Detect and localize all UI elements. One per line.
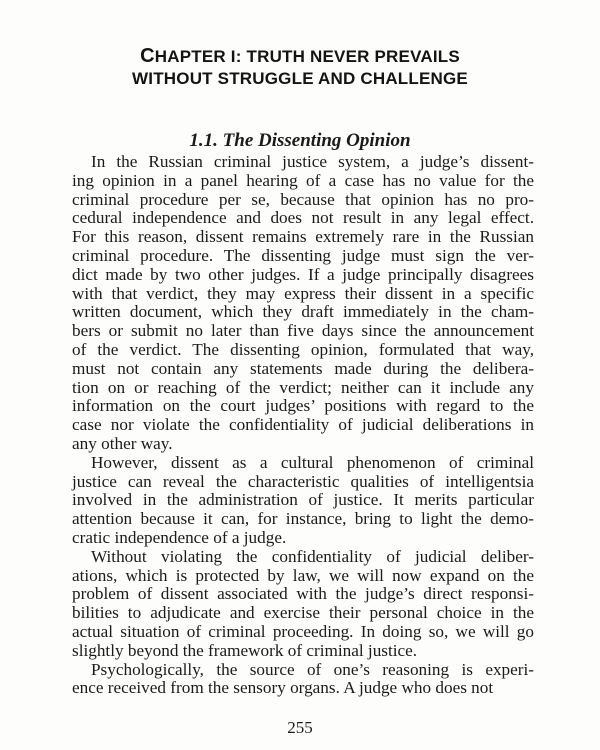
body-line: ing opinion in a panel hearing of a case has no value for the	[72, 170, 534, 190]
body-line: justice can reveal the characteristic qualities of intelligentsia	[72, 471, 534, 491]
body-line: actual situation of criminal proceeding. In doing so, we will go	[72, 622, 534, 641]
body-line: cedural independence and does not result in any legal effect.	[72, 208, 534, 228]
body-line: However, dissent as a cultural phenomenon of criminal	[91, 452, 534, 472]
body-line: problem of dissent associated with the judge’s direct responsi-	[72, 584, 534, 604]
body-line: bers or submit no later than five days since the announcement	[72, 321, 534, 341]
body-line: of the verdict. The dissenting opinion, formulated that way,	[72, 340, 534, 359]
chapter-title-line-1	[0, 45, 600, 68]
page-number: 255	[287, 718, 313, 737]
body-line: ence received from the sensory organs. A judge who does not	[72, 678, 494, 698]
body-line: must not contain any statements made during the delibera-	[72, 358, 534, 378]
body-line: any other way.	[72, 434, 173, 453]
body-line: slightly beyond the framework of criminal justice.	[72, 640, 418, 660]
body-line: tion on or reaching of the verdict; neither can it include any	[72, 377, 534, 397]
body-line: information on the court judges’ positions with regard to the	[72, 396, 534, 416]
body-line: bilities to adjudicate and exercise their personal choice in the	[72, 603, 534, 623]
body-line: In the Russian criminal justice system, a judge’s dissent-	[91, 152, 534, 171]
chapter-title-rest: HAPTER I: TRUTH NEVER PREVAILS	[154, 47, 460, 66]
body-line: written document, which they draft immediately in the cham-	[72, 302, 534, 322]
section-heading: 1.1. The Dissenting Opinion	[189, 130, 411, 151]
body-line: For this reason, dissent remains extremely rare in the Russian	[72, 227, 534, 247]
chapter-title-initial: C	[140, 45, 155, 67]
body-line: Without violating the confidentiality of judicial deliber-	[91, 546, 534, 566]
body-line: case nor violate the confidentiality of judicial deliberations in	[72, 415, 534, 435]
body-line: Psychologically, the source of one’s reasoning is experi-	[91, 659, 534, 679]
body-line: attention because it can, for instance, bring to light the demo-	[72, 509, 534, 529]
chapter-title-line-2: WITHOUT STRUGGLE AND CHALLENGE	[132, 69, 468, 88]
body-line: with that verdict, they may express their dissent in a specific	[72, 283, 534, 303]
body-line: involved in the administration of justice. It merits particular	[72, 490, 534, 510]
body-line: criminal procedure per se, because that opinion has no pro-	[72, 189, 534, 209]
body-line: criminal procedure. The dissenting judge must sign the ver-	[72, 246, 534, 265]
body-line: dict made by two other judges. If a judge principally disagrees	[72, 264, 534, 284]
body-line: cratic independence of a judge.	[72, 528, 287, 547]
body-line: ations, which is protected by law, we will now expand on the	[72, 565, 534, 585]
